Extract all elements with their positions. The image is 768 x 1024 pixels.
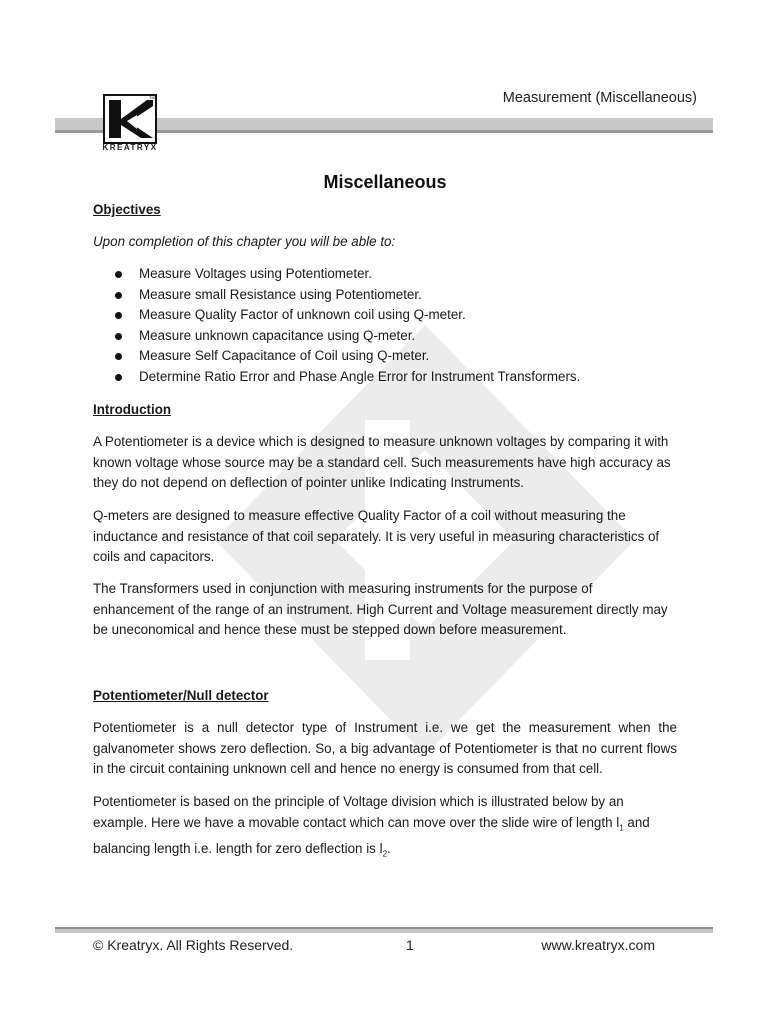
potentiometer-heading: Potentiometer/Null detector [93,688,269,703]
bullet-icon [115,353,122,360]
list-item: Measure unknown capacitance using Q-meter. [93,326,580,347]
logo-wordmark: KREATRYX [102,143,158,152]
svg-text:TM: TM [149,95,155,100]
list-item: Measure small Resistance using Potentiometer. [93,285,580,306]
list-item: Measure Quality Factor of unknown coil using Q-meter. [93,305,580,326]
bullet-icon [115,374,122,381]
footer-copyright: © Kreatryx. All Rights Reserved. [93,937,294,953]
intro-paragraph-qmeter: Q-meters are designed to measure effective Quality Factor of a coil without measuring the inductance and resistance of that coil separately. It is very useful in measuring characteristics of coils and capacitors. [93,508,660,564]
bullet-icon [115,292,122,299]
footer-website: www.kreatryx.com [541,937,655,953]
footer-rule [55,927,713,933]
objectives-intro: Upon completion of this chapter you will be able to: [93,234,396,249]
bullet-icon [115,312,122,319]
intro-paragraph-potentiometer: A Potentiometer is a device which is designed to measure unknown voltages by comparing it with known voltage whose source may be a standard cell. Such measurements have high accuracy as they do not depend on deflection of pointer unlike Indicating Instruments. [93,434,671,490]
objectives-list [93,264,580,388]
list-item: Determine Ratio Error and Phase Angle Error for Instrument Transformers. [93,367,580,388]
potentiometer-paragraph-2: Potentiometer is based on the principle of Voltage division which is illustrated below by an example. Here we have a movable contact which can move over the slide wire of length $l_1$ and balancing length i.e. length for zero deflection is $l_2$. [93,794,650,859]
list-item: Measure Self Capacitance of Coil using Q-meter. [93,346,580,367]
running-header-title: Measurement (Miscellaneous) [502,90,697,106]
intro-paragraph-transformers: The Transformers used in conjunction with measuring instruments for the purpose of enhancement of the range of an instrument. High Current and Voltage measurement directly may be uneconomical and hence these must be stepped down before measurement. [93,581,668,637]
bullet-icon [115,271,122,278]
bullet-icon [115,333,122,340]
potentiometer-paragraph-1: Potentiometer is a null detector type of Instrument i.e. we get the measurement when the galvanometer shows zero deflection. So, a big advantage of Potentiometer is that no current flows in the circuit containing unknown cell and hence no energy is consumed from that cell. [93,720,677,776]
introduction-heading: Introduction [93,402,172,417]
objectives-heading: Objectives [93,202,161,217]
chapter-title: Miscellaneous [323,172,447,192]
list-item: Measure Voltages using Potentiometer. [93,264,580,285]
footer-page-number: 1 [406,937,414,953]
